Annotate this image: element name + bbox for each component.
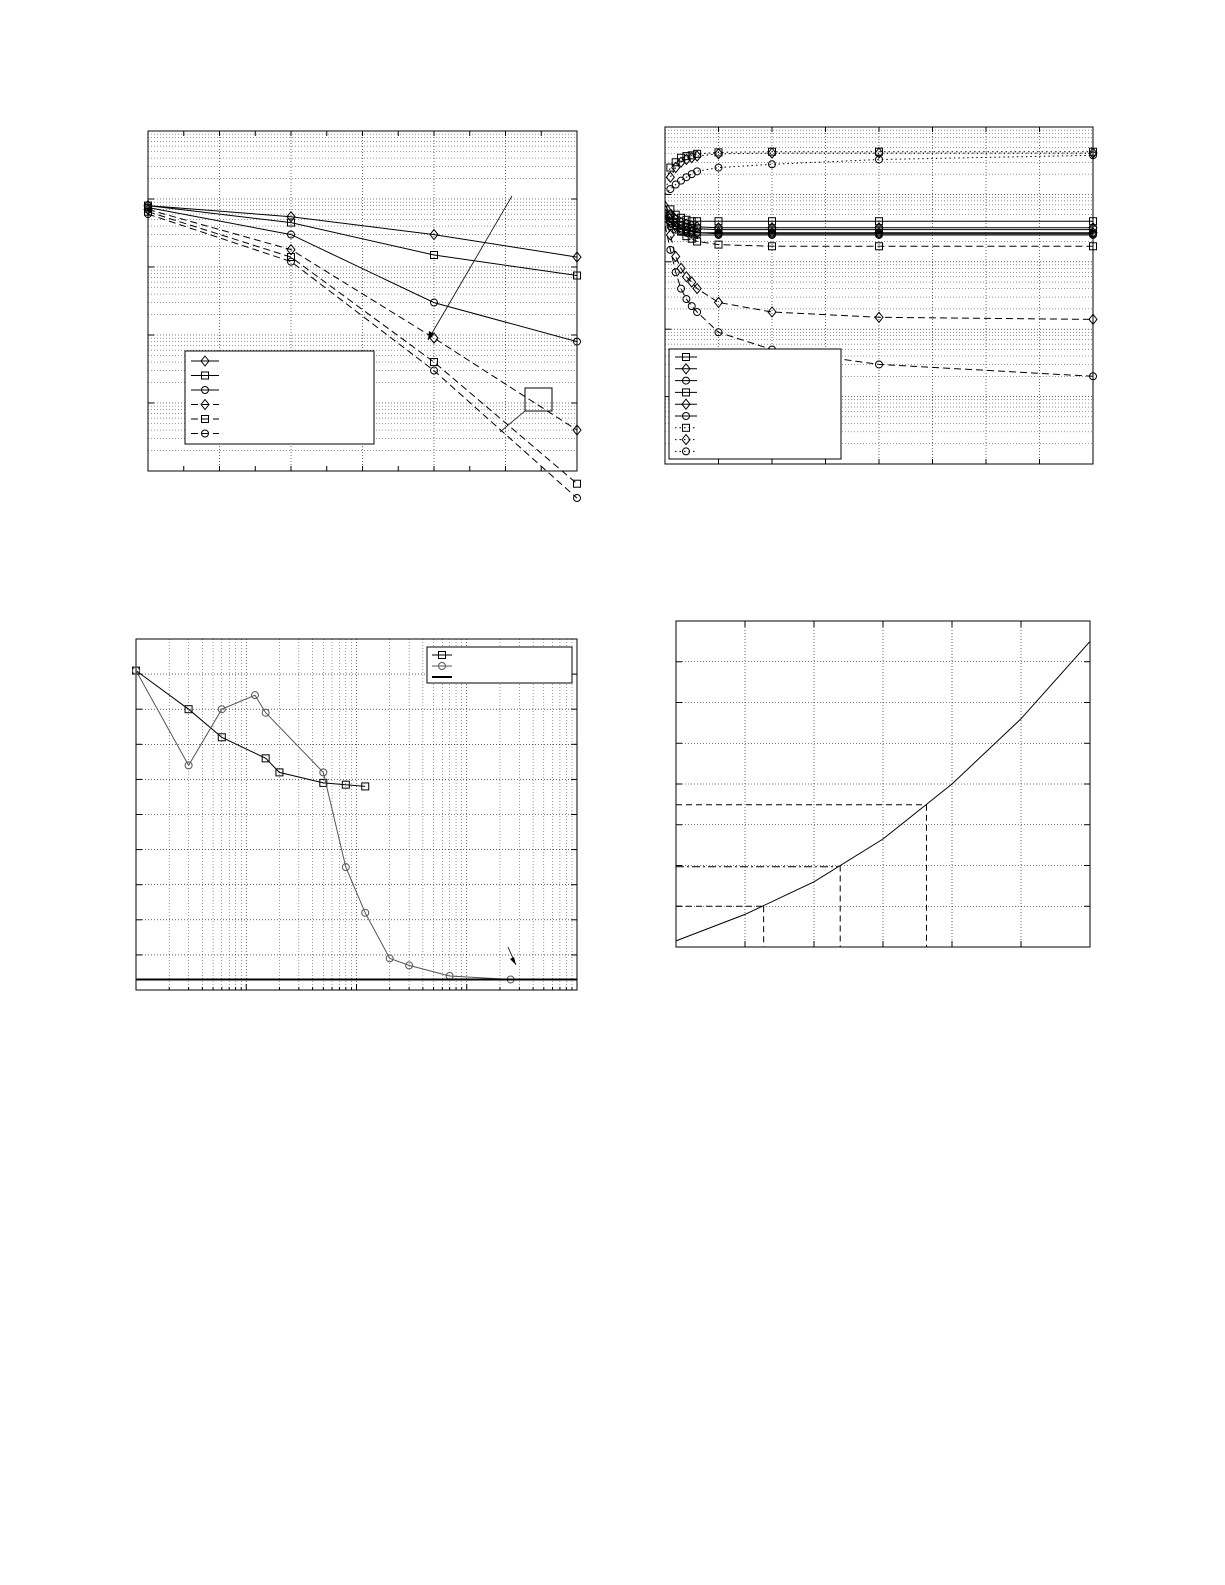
annotations: [428, 196, 552, 432]
curve-line: [676, 641, 1090, 941]
data-point: [694, 168, 701, 175]
legend: [427, 647, 572, 683]
series-group: [133, 667, 578, 983]
data-point: [666, 172, 674, 182]
legend-box: [185, 351, 374, 444]
chart-bottom-right: [676, 621, 1090, 947]
data-point: [688, 303, 695, 310]
series-line: [136, 671, 365, 787]
annotations: [508, 947, 516, 965]
annotation-arrow: [428, 196, 512, 340]
series-group: [665, 148, 1097, 380]
annotation-arrowhead: [510, 957, 516, 965]
guide-lines: [676, 805, 926, 947]
data-point: [288, 258, 295, 265]
series-line: [665, 155, 1093, 194]
legend: [669, 349, 841, 459]
chart-top-right: [665, 127, 1097, 464]
grid: [676, 621, 1090, 947]
grid: [136, 639, 577, 990]
chart-top-left: [144, 131, 581, 502]
series-line: [148, 206, 577, 276]
chart-bottom-left: [133, 639, 578, 990]
legend: [185, 351, 374, 444]
